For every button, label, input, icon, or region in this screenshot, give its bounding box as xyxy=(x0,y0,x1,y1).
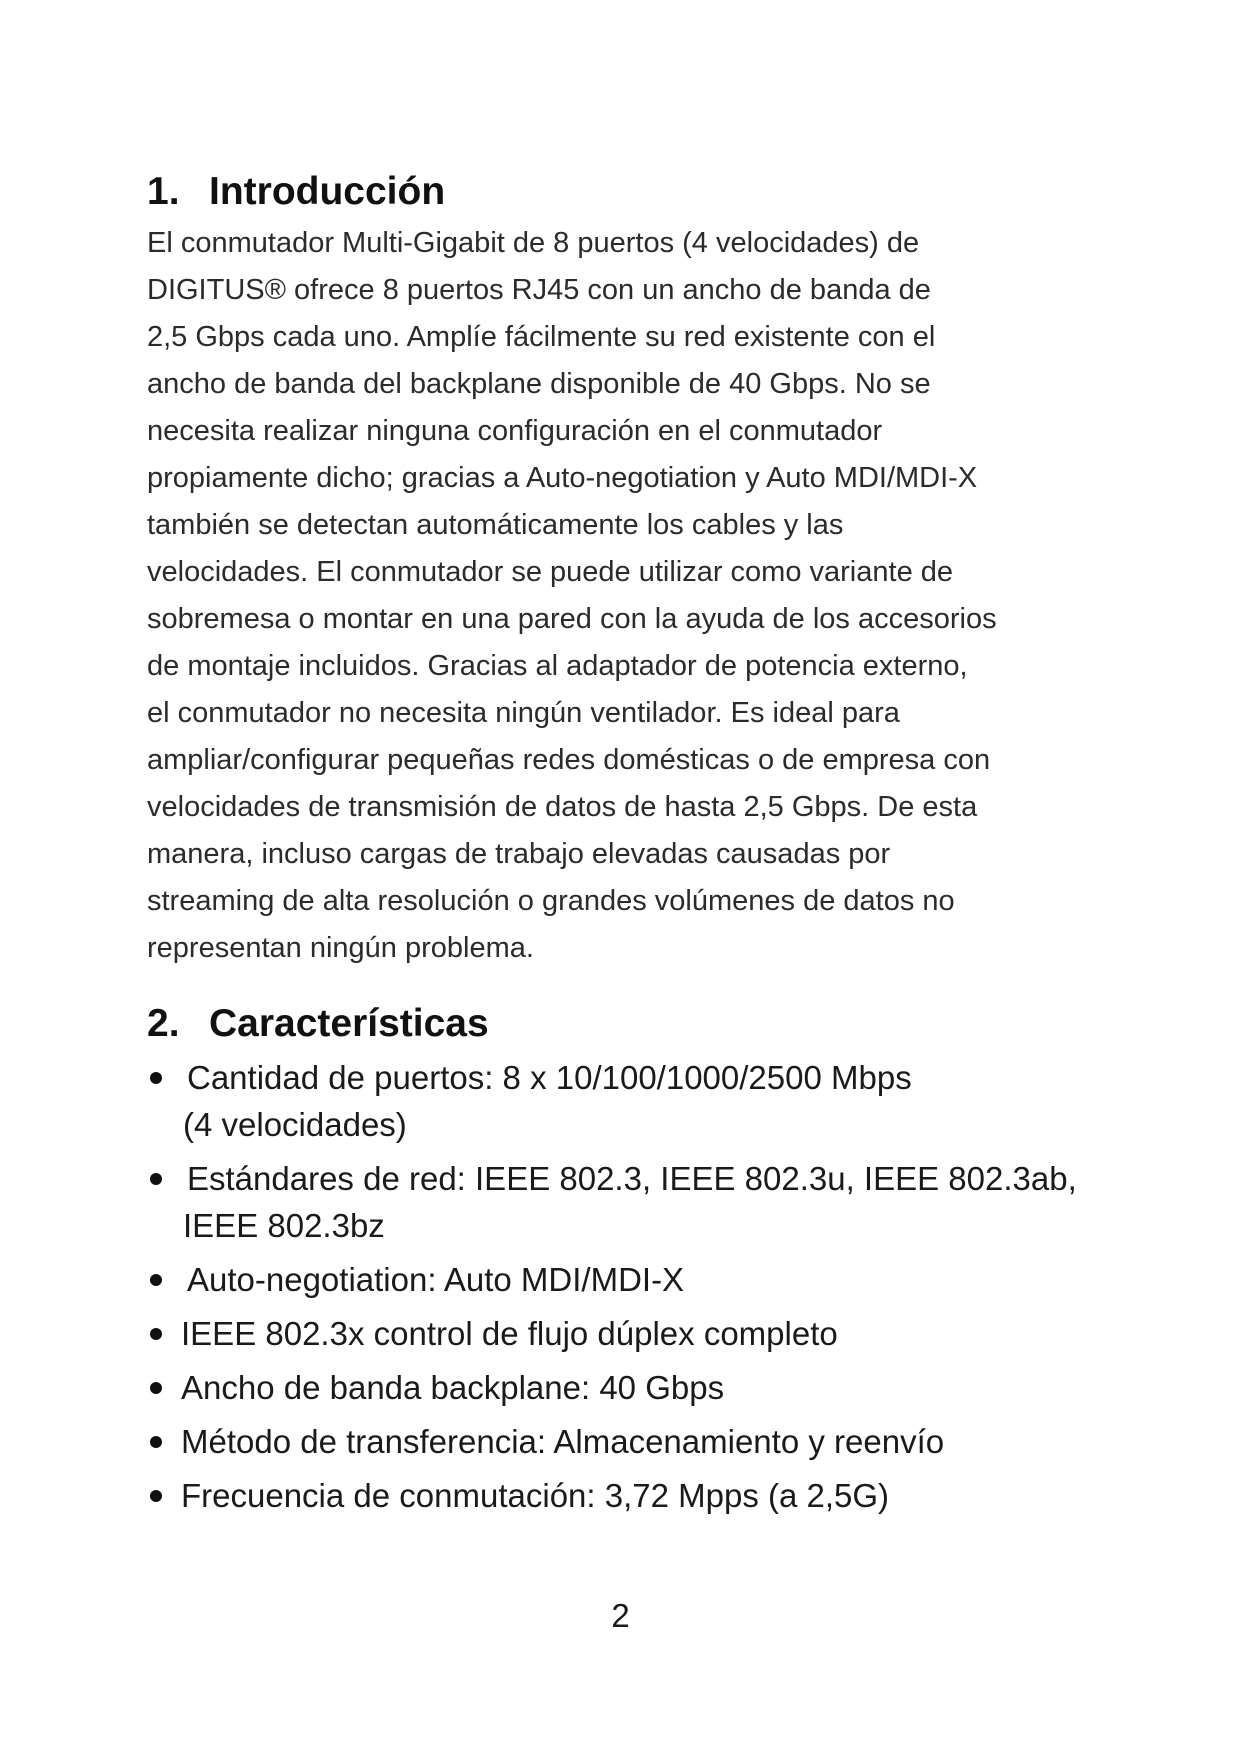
intro-line: manera, incluso cargas de trabajo elevadas causadas por xyxy=(147,838,891,870)
intro-line: velocidades. El conmutador se puede utilizar como variante de xyxy=(147,556,954,588)
list-item xyxy=(147,1364,1107,1411)
feature-text: IEEE 802.3x control de flujo dúplex completo xyxy=(181,1315,838,1352)
bullet-icon xyxy=(150,1072,162,1084)
bullet-icon xyxy=(150,1328,162,1340)
intro-line: representan ningún problema. xyxy=(147,932,534,964)
bullet-icon xyxy=(150,1173,162,1185)
feature-text: Frecuencia de conmutación: 3,72 Mpps (a 2,5G) xyxy=(181,1477,890,1514)
intro-line: streaming de alta resolución o grandes volúmenes de datos no xyxy=(147,885,955,917)
page-content xyxy=(147,168,1107,1526)
bullet-icon xyxy=(150,1436,162,1448)
intro-line: necesita realizar ninguna configuración en el conmutador xyxy=(147,415,883,447)
list-item xyxy=(147,1472,1107,1519)
section-title: Introducción xyxy=(209,170,446,213)
feature-text-continuation: (4 velocidades) xyxy=(183,1106,407,1143)
feature-list xyxy=(147,1054,1107,1519)
intro-paragraph xyxy=(147,220,1107,972)
feature-text: Estándares de red: IEEE 802.3, IEEE 802.3u, IEEE 802.3ab, xyxy=(187,1160,1077,1197)
intro-line: ancho de banda del backplane disponible de 40 Gbps. No se xyxy=(147,368,931,400)
intro-line: propiamente dicho; gracias a Auto-negotiation y Auto MDI/MDI-X xyxy=(147,462,978,494)
intro-line: 2,5 Gbps cada uno. Amplíe fácilmente su red existente con el xyxy=(147,321,936,353)
intro-line: el conmutador no necesita ningún ventilador. Es ideal para xyxy=(147,697,900,729)
feature-text: Ancho de banda backplane: 40 Gbps xyxy=(181,1369,725,1406)
intro-line: sobremesa o montar en una pared con la ayuda de los accesorios xyxy=(147,603,997,635)
list-item xyxy=(147,1256,1107,1303)
list-item xyxy=(147,1054,1107,1148)
feature-text: Cantidad de puertos: 8 x 10/100/1000/2500 Mbps xyxy=(187,1059,912,1096)
bullet-icon xyxy=(150,1274,162,1286)
feature-text-continuation: IEEE 802.3bz xyxy=(183,1207,385,1244)
intro-line: de montaje incluidos. Gracias al adaptador de potencia externo, xyxy=(147,650,968,682)
bullet-icon xyxy=(150,1490,162,1502)
list-item xyxy=(147,1418,1107,1465)
feature-text: Método de transferencia: Almacenamiento y reenvío xyxy=(181,1423,945,1460)
page-number: 2 xyxy=(611,1597,630,1634)
list-item xyxy=(147,1310,1107,1357)
feature-text: Auto-negotiation: Auto MDI/MDI-X xyxy=(187,1261,685,1298)
section-title: Características xyxy=(209,1002,489,1045)
section-heading-caracteristicas xyxy=(147,1000,1107,1048)
intro-line: El conmutador Multi-Gigabit de 8 puertos (4 velocidades) de xyxy=(147,227,920,259)
intro-line: también se detectan automáticamente los cables y las xyxy=(147,509,844,541)
intro-line: ampliar/configurar pequeñas redes domésticas o de empresa con xyxy=(147,744,991,776)
bullet-icon xyxy=(150,1382,162,1394)
list-item xyxy=(147,1155,1107,1249)
intro-line: DIGITUS® ofrece 8 puertos RJ45 con un ancho de banda de xyxy=(147,274,931,306)
intro-line: velocidades de transmisión de datos de hasta 2,5 Gbps. De esta xyxy=(147,791,978,823)
section-number: 2. xyxy=(147,1002,180,1045)
section-heading-introduccion xyxy=(147,168,1107,216)
section-number: 1. xyxy=(147,170,180,213)
